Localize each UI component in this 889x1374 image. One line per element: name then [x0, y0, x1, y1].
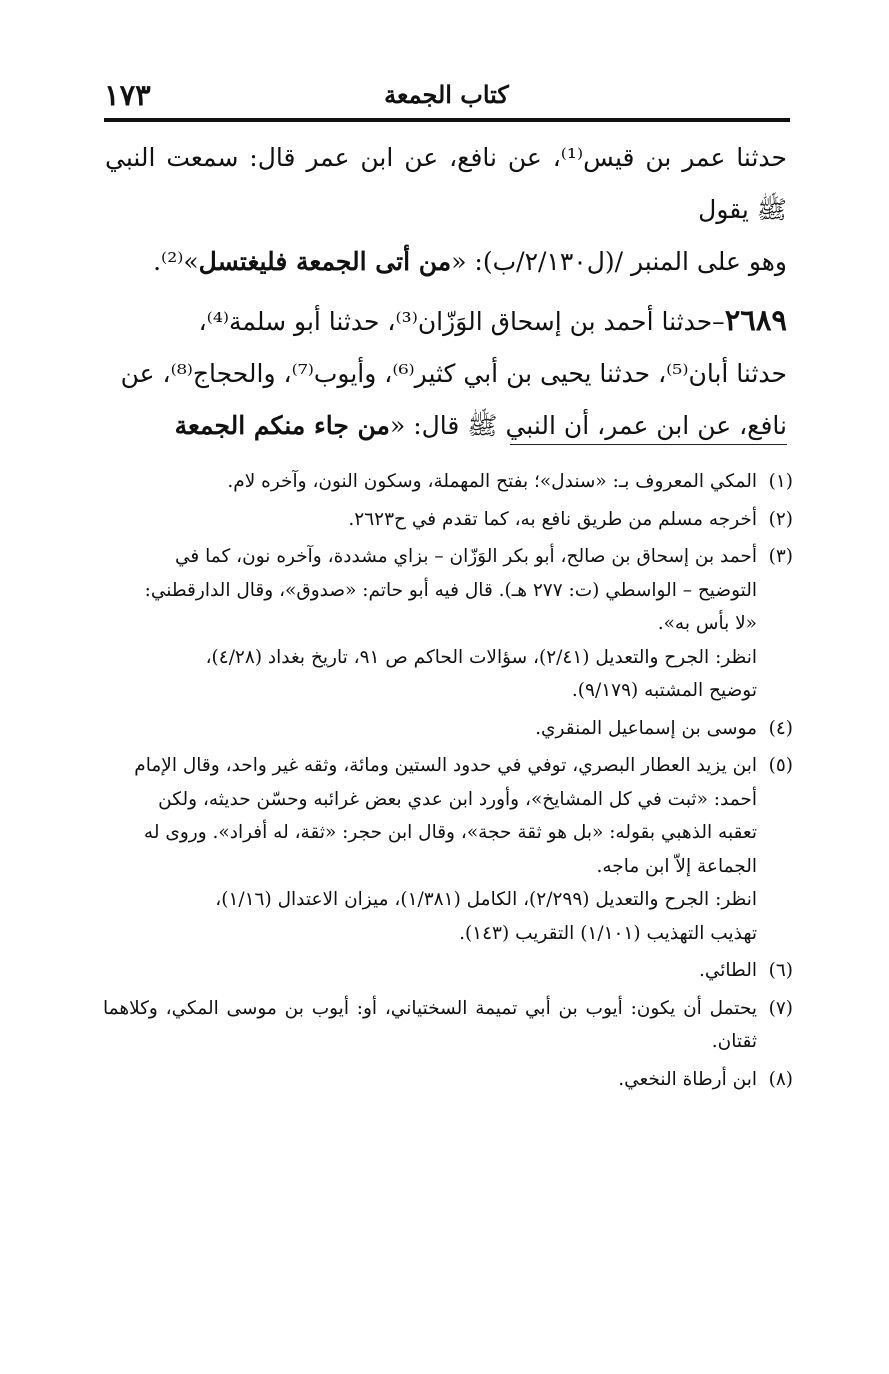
footnote-separator [510, 444, 787, 445]
text-line: نافع، عن ابن عمر، أن النبي ﷺ قال: «من جاء منكم الجمعة [174, 411, 787, 440]
footnote-line: أخرجه مسلم من طريق نافع به، كما تقدم في ح٢٦٢٣. [348, 508, 757, 530]
footnote [103, 992, 793, 1059]
footnote [103, 503, 793, 537]
footnote-line: «لا بأس به». [657, 613, 757, 634]
footnote-number: (٧) [768, 997, 793, 1019]
footnote-line: تعقبه الذهبي بقوله: «بل هو ثقة حجة»، وقال ابن حجر: «ثقة، له أفراد». وروى له [143, 822, 757, 843]
footnote-line: أحمد بن إسحاق بن صالح، أبو بكر الوَزّان – بزاي مشددة، وآخره نون، كما في [175, 546, 757, 567]
running-header [104, 78, 789, 114]
footnote-line: انظر: الجرح والتعديل (٢/٢٩٩)، الكامل (١/٣٨١)، ميزان الاعتدال (١/١٦)، [215, 889, 757, 910]
footnote-number: (٨) [768, 1068, 793, 1090]
footnote-number: (٥) [768, 755, 793, 776]
footnote-line: أحمد: «ثبت في كل المشايخ»، وأورد ابن عدي بعض غرائبه وحسّن حديثه، ولكن [158, 788, 757, 810]
footnote [103, 954, 793, 988]
footnote-line: موسى بن إسماعيل المنقري. [535, 717, 757, 739]
footnote-line: الجماعة إلاّ ابن ماجه. [596, 855, 757, 877]
page-number: ١٧٣ [104, 78, 151, 112]
footnote [103, 749, 793, 950]
footnote-line: يحتمل أن يكون: أيوب بن أبي تميمة السختياني، أو: أيوب بن موسى المكي، وكلاهما ثقتان. [103, 997, 757, 1052]
footnote-line: توضيح المشتبه (٩/١٧٩). [571, 680, 757, 701]
footnote-number: (١) [768, 471, 793, 492]
footnote-number: (٢) [768, 508, 793, 530]
footnote-line: المكي المعروف بـ: «سندل»؛ بفتح المهملة، وسكون النون، وآخره لام. [227, 471, 757, 492]
footnote [103, 465, 793, 499]
footnotes [103, 465, 793, 1100]
hadith-quote: من أتى الجمعة فليغتسل [198, 247, 452, 276]
header-rule [104, 118, 790, 122]
footnote-number: (٦) [768, 960, 793, 981]
footnote-line: ابن أرطاة النخعي. [618, 1068, 757, 1090]
text-line: وهو على المنبر /(ل٢/١٣٠/ب): «من أتى الجمعة فليغتسل»⁽²⁾. [153, 247, 787, 276]
chapter-title: كتاب الجمعة [384, 80, 509, 109]
text-line: ٢٦٨٩–حدثنا أحمد بن إسحاق الوَزّان⁽³⁾، حدثنا أبو سلمة⁽⁴⁾، [198, 303, 787, 337]
footnote [103, 1063, 793, 1097]
main-text [105, 132, 787, 452]
text-line: حدثنا عمر بن قيس⁽¹⁾، عن نافع، عن ابن عمر قال: سمعت النبي ﷺ يقول [105, 143, 787, 224]
footnote-line: ابن يزيد العطار البصري، توفي في حدود الستين ومائة، وثقه غير واحد، وقال الإمام [134, 755, 757, 776]
hadith-number: ٢٦٨٩ [724, 303, 787, 337]
footnote [103, 540, 793, 708]
footnote-number: (٣) [768, 546, 793, 567]
hadith-quote: من جاء منكم الجمعة [174, 411, 390, 440]
footnote-line: الطائي. [698, 960, 757, 981]
text-line: حدثنا أبان⁽⁵⁾، حدثنا يحيى بن أبي كثير⁽⁶⁾، وأيوب⁽⁷⁾، والحجاج⁽⁸⁾، عن [120, 359, 787, 388]
footnote-line: انظر: الجرح والتعديل (٢/٤١)، سؤالات الحاكم ص ٩١، تاريخ بغداد (٤/٢٨)، [205, 646, 757, 668]
footnote-number: (٤) [768, 717, 793, 739]
footnote-line: تهذيب التهذيب (١/١٠١) التقريب (١٤٣). [459, 922, 757, 944]
footnote [103, 712, 793, 746]
footnote-line: التوضيح – الواسطي (ت: ٢٧٧ هـ). قال فيه أبو حاتم: «صدوق»، وقال الدارقطني: [144, 579, 757, 601]
